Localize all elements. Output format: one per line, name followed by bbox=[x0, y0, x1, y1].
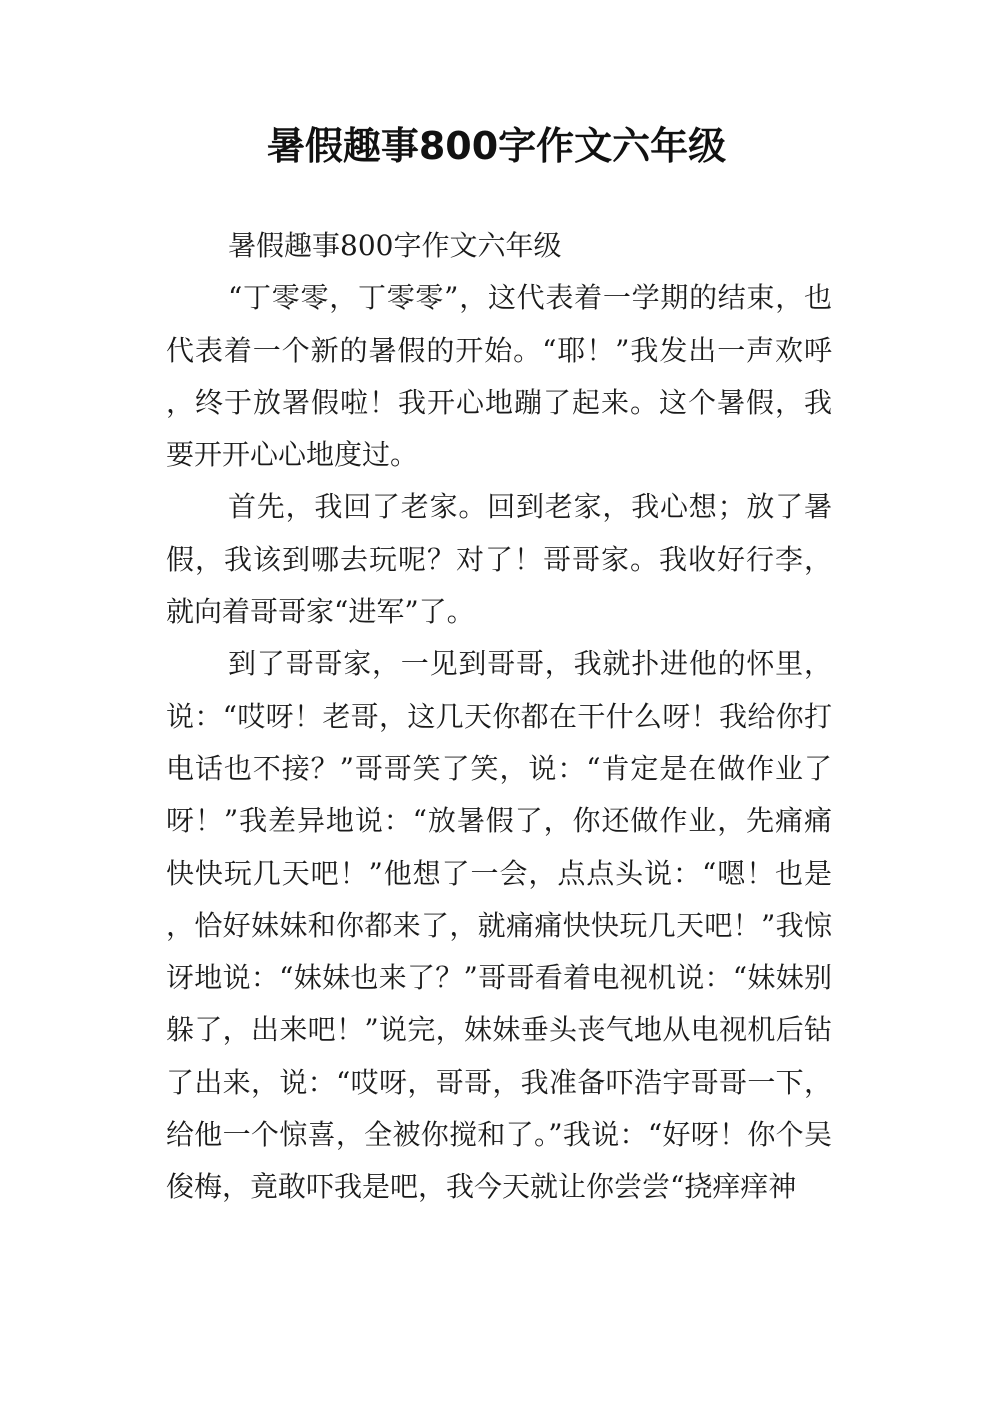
document-title: 暑假趣事800字作文六年级 bbox=[266, 124, 727, 168]
paragraph-hometown: 首先，我回了老家。回到老家，我心想；放了暑假，我该到哪去玩呢？对了！哥哥家。我收好行李，就向着哥哥家“进军”了。 bbox=[166, 490, 832, 629]
paragraph-subtitle: 暑假趣事800字作文六年级 bbox=[228, 229, 562, 262]
paragraph-opening: “丁零零，丁零零”，这代表着一学期的结束，也代表着一个新的暑假的开始。“耶！”我发出一声欢呼，终于放署假啦！我开心地蹦了起来。这个暑假，我要开开心心地度过。 bbox=[166, 281, 832, 472]
paragraph-brother-house: 到了哥哥家，一见到哥哥，我就扑进他的怀里，说：“哎呀！老哥，这几天你都在干什么呀！我给你打电话也不接？”哥哥笑了笑，说：“肯定是在做作业了呀！”我差异地说：“放暑假了，你还做作业，先痛痛快快玩几天吧！”他想了一会，点点头说：“嗯！也是，恰好妹妹和你都来了，就痛痛快快玩几天吧！”我惊讶地说：“妹妹也来了？”哥哥看着电视机说：“妹妹别躲了，出来吧！”说完，妹妹垂头丧气地从电视机后钻了出来，说：“哎呀，哥哥，我准备吓浩宇哥哥一下，给他一个惊喜，全被你搅和了。”我说：“好呀！你个吴俊梅，竟敢吓我是吧，我今天就让你尝尝“挠痒痒神 bbox=[166, 647, 832, 1204]
document-body bbox=[166, 220, 832, 1214]
